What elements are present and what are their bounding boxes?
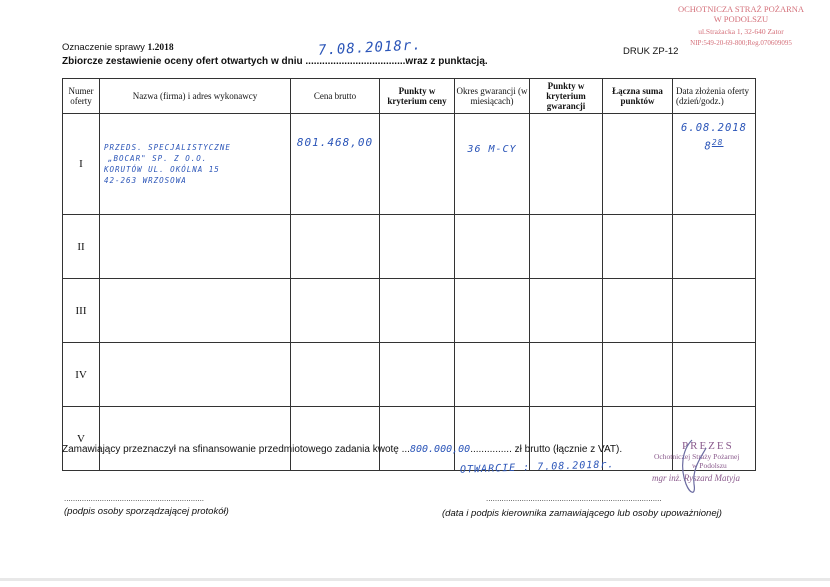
submission-time (673, 138, 755, 153)
title-prefix: Zbiorcze zestawienie oceny ofert otwartych w dniu (62, 56, 303, 67)
document-title (62, 56, 488, 67)
header-price-points: Punkty w kryterium ceny (380, 79, 455, 114)
budget-dots-right: ............... (470, 444, 512, 455)
header-warranty-points: Punkty w kryterium gwarancji (530, 79, 603, 114)
price-cell: 801.468,00 (291, 114, 380, 215)
stamp-line-2: w Podolszu (692, 461, 727, 470)
title-dots: .................................... (305, 56, 406, 67)
budget-statement (62, 444, 622, 455)
manager-caption: (data i podpis kierownika zamawiającego lub osoby upoważnionej) (442, 508, 722, 519)
contractor-line: PRZEDS. SPECJALISTYCZNE (104, 143, 231, 152)
row-number: I (63, 114, 100, 215)
submission-date: 6.08.2018 (681, 122, 747, 134)
president-stamp (652, 440, 772, 483)
table-header-row (63, 79, 756, 114)
warranty-points-cell (530, 114, 603, 215)
budget-amount: 800.000,00 (409, 444, 471, 455)
budget-prefix: Zamawiający przeznaczył na sfinansowanie przedmiotowego zadania kwotę (62, 444, 399, 455)
handwritten-date: 7.08.2018r. (317, 37, 423, 59)
stamp-line-3: ul.Strażacka 1, 32-640 Zator (698, 27, 784, 36)
table-row (63, 343, 756, 407)
total-points-cell (603, 114, 673, 215)
stamp-line-2: W PODOLSZU (713, 14, 769, 24)
header-number: Numer oferty (63, 79, 100, 114)
budget-suffix: zł brutto (łącznie z VAT). (514, 444, 623, 455)
preparer-signature-line: ............................................................... (64, 494, 205, 503)
scan-edge (0, 578, 830, 581)
row-number: IV (63, 343, 100, 407)
title-suffix: wraz z punktacją. (405, 56, 488, 67)
header-warranty: Okres gwarancji (w miesiącach) (455, 79, 530, 114)
stamp-line-4: NIP:549-20-69-800;Reg.070609095 (690, 39, 792, 47)
form-code: DRUK ZP-12 (623, 46, 679, 57)
stamp-line-1: OCHOTNICZA STRAŻ POŻARNA (677, 4, 805, 14)
table-row (63, 215, 756, 279)
organization-stamp (652, 4, 830, 47)
header-name: Nazwa (firma) i adres wykonawcy (100, 79, 291, 114)
header-price: Cena brutto (291, 79, 380, 114)
row-number: V (63, 407, 100, 471)
opening-note: OTWARCIE : 7.08.2018r. (459, 459, 615, 476)
contractor-line: KORUTÓW UL. OKÓLNA 15 (104, 165, 220, 174)
submission-minutes: 28 (711, 138, 724, 147)
submission-date-cell (673, 114, 756, 215)
offers-table (62, 78, 756, 471)
budget-dots-left: ... (401, 444, 410, 455)
signature-icon (672, 438, 712, 498)
price-points-cell (380, 114, 455, 215)
case-label: Oznaczenie sprawy (62, 42, 145, 53)
row-number: II (63, 215, 100, 279)
contractor-cell (100, 114, 291, 215)
case-reference (62, 42, 174, 53)
header-total-points: Łączna suma punktów (603, 79, 673, 114)
stamp-line-3: mgr inż. Ryszard Matyja (652, 473, 741, 483)
warranty-cell: 36 M-CY (455, 114, 530, 215)
table-row (63, 279, 756, 343)
preparer-caption: (podpis osoby sporządzającej protokół) (64, 506, 229, 517)
manager-signature-line: ............................................................................... (486, 494, 662, 503)
header-submission-date: Data złożenia oferty (dzień/godz.) (673, 79, 756, 114)
contractor-line: 42-263 WRZOSOWA (104, 176, 187, 185)
stamp-title: PREZES (682, 440, 734, 452)
table-row (63, 114, 756, 215)
case-number: 1.2018 (147, 43, 174, 53)
submission-hour: 8 (704, 140, 712, 153)
row-number: III (63, 279, 100, 343)
stamp-line-1: Ochotniczej Straży Pożarnej (654, 452, 740, 461)
contractor-line: „BOCAR" SP. Z O.O. (108, 154, 208, 163)
